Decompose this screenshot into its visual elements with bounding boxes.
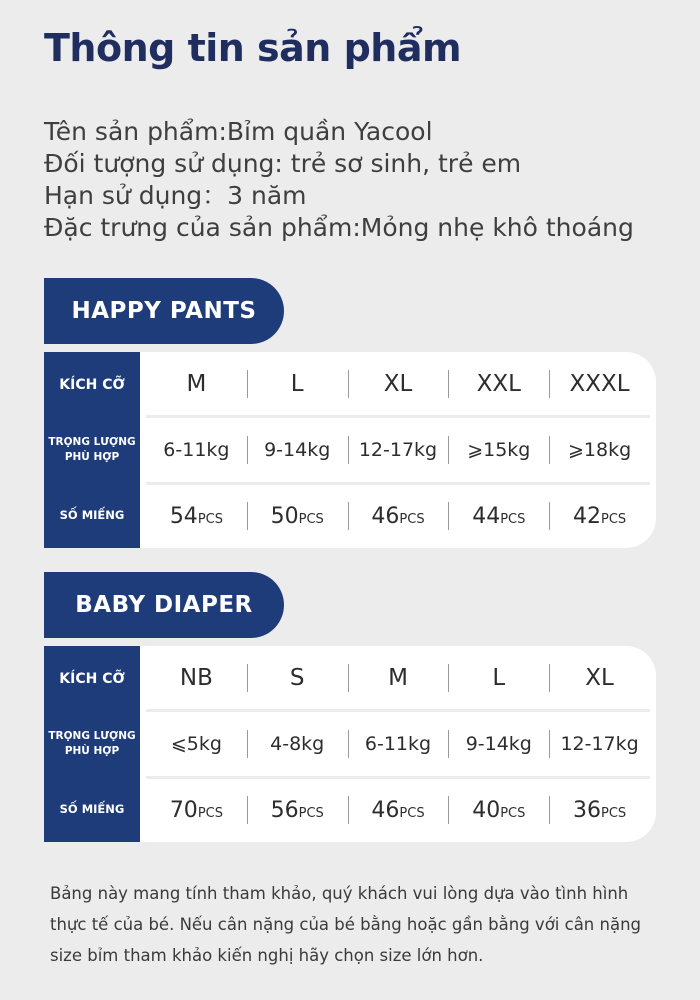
weight-cell: ⩾18kg bbox=[549, 439, 650, 461]
count-cell: 54PCS bbox=[169, 503, 223, 529]
size-cell: M bbox=[186, 370, 207, 397]
table-row-size bbox=[146, 352, 650, 415]
reference-note: Bảng này mang tính tham khảo, quý khách vui lòng dựa vào tình hình thực tế của bé. Nếu cân nặng của bé bằng hoặc gần bằng với cân nặng size bỉm tham khảo kiến nghị hãy chọn size lớn hơn. bbox=[50, 884, 642, 965]
table-row-size bbox=[146, 646, 650, 709]
size-cell: L bbox=[247, 371, 348, 397]
weight-cell: 12-17kg bbox=[549, 733, 650, 755]
info-product-name: Tên sản phẩm:Bỉm quần Yacool bbox=[44, 117, 433, 146]
header-count: SỐ MIẾNG bbox=[59, 802, 125, 817]
header-size: KÍCH CỠ bbox=[59, 376, 125, 393]
table-row-weight bbox=[146, 415, 650, 481]
size-cell: XL bbox=[549, 665, 650, 691]
table-header-column bbox=[44, 646, 140, 842]
weight-cell: 9-14kg bbox=[247, 439, 348, 461]
header-size: KÍCH CỠ bbox=[59, 670, 125, 687]
count-cell: 50PCS bbox=[247, 504, 348, 529]
count-cell: 36PCS bbox=[549, 798, 650, 823]
size-table-happy-pants bbox=[44, 352, 656, 548]
header-count: SỐ MIẾNG bbox=[59, 508, 125, 523]
weight-cell: ⩽5kg bbox=[170, 732, 222, 755]
size-cell: XXXL bbox=[549, 371, 650, 397]
table-row-count bbox=[146, 482, 650, 548]
count-cell: 42PCS bbox=[549, 504, 650, 529]
table-header-column bbox=[44, 352, 140, 548]
product-info bbox=[44, 116, 634, 244]
count-cell: 56PCS bbox=[247, 798, 348, 823]
weight-cell: 4-8kg bbox=[247, 733, 348, 755]
weight-cell: ⩾15kg bbox=[448, 439, 549, 461]
weight-cell: 12-17kg bbox=[348, 439, 449, 461]
weight-cell: 6-11kg bbox=[163, 438, 230, 461]
section-label-happy-pants: HAPPY PANTS bbox=[44, 278, 284, 344]
table-body bbox=[140, 352, 656, 548]
size-cell: XXL bbox=[448, 371, 549, 397]
size-cell: S bbox=[247, 665, 348, 691]
table-row-weight bbox=[146, 709, 650, 775]
info-target-users: Đối tượng sử dụng: trẻ sơ sinh, trẻ em bbox=[44, 149, 522, 178]
table-row-count bbox=[146, 776, 650, 842]
section-label-baby-diaper: BABY DIAPER bbox=[44, 572, 284, 638]
size-cell: NB bbox=[179, 664, 213, 691]
info-features: Đặc trưng của sản phẩm:Mỏng nhẹ khô thoáng bbox=[44, 213, 634, 242]
size-cell: M bbox=[348, 665, 449, 691]
header-weight: TRỌNG LƯỢNG PHÙ HỢP bbox=[48, 435, 136, 463]
weight-cell: 9-14kg bbox=[448, 733, 549, 755]
count-cell: 46PCS bbox=[348, 798, 449, 823]
count-cell: 46PCS bbox=[348, 504, 449, 529]
count-cell: 40PCS bbox=[448, 798, 549, 823]
count-cell: 44PCS bbox=[448, 504, 549, 529]
count-cell: 70PCS bbox=[169, 797, 223, 823]
table-body bbox=[140, 646, 656, 842]
size-cell: XL bbox=[348, 371, 449, 397]
weight-cell: 6-11kg bbox=[348, 733, 449, 755]
page-title: Thông tin sản phẩm bbox=[44, 26, 462, 70]
size-table-baby-diaper bbox=[44, 646, 656, 842]
size-cell: L bbox=[448, 665, 549, 691]
info-shelf-life: Hạn sử dụng：3 năm bbox=[44, 181, 307, 210]
header-weight: TRỌNG LƯỢNG PHÙ HỢP bbox=[48, 729, 136, 757]
